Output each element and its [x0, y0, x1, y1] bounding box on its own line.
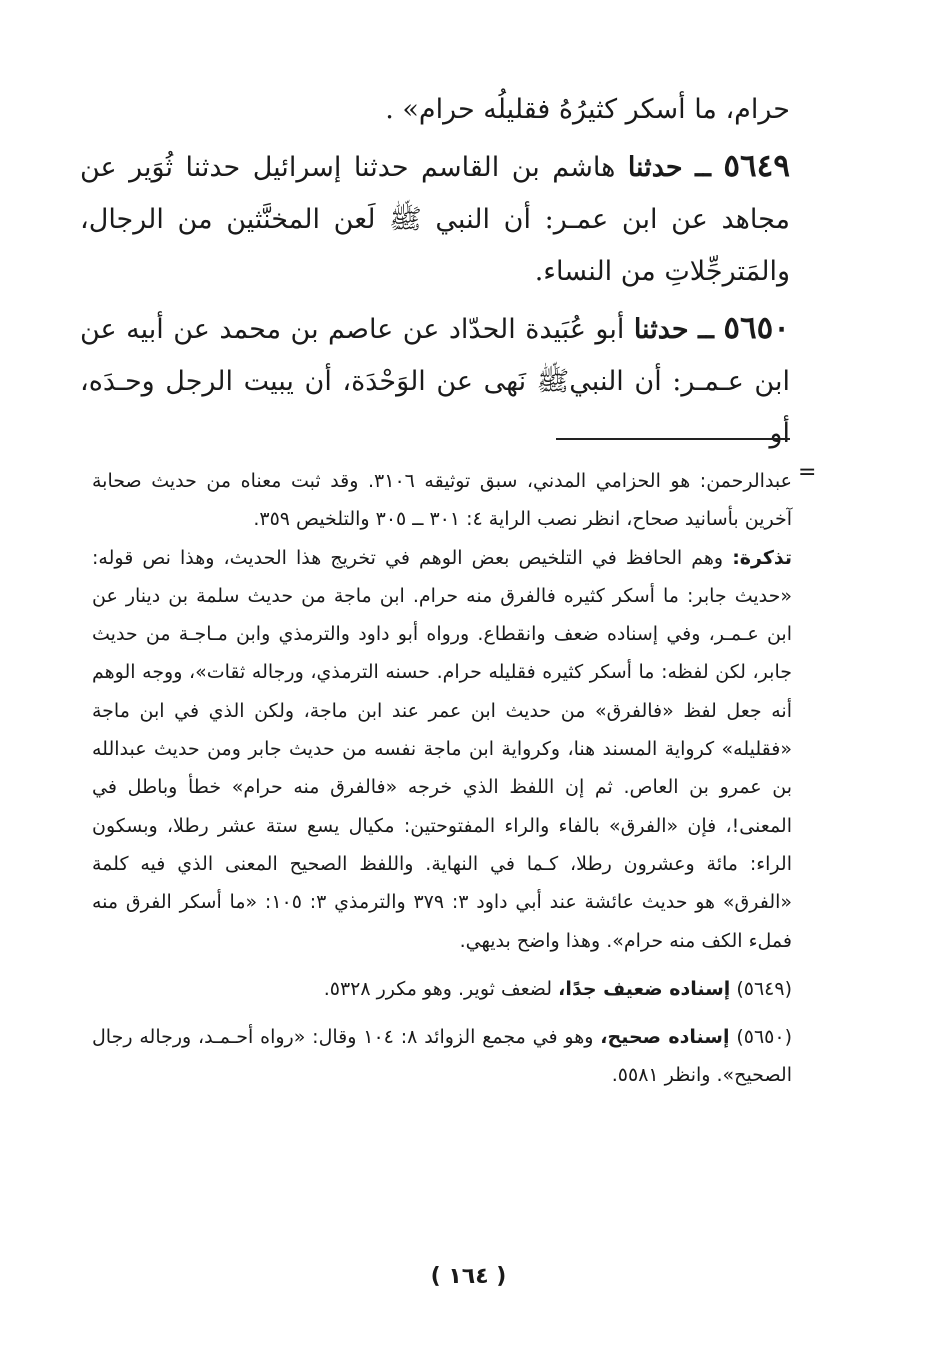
continuation-mark: = — [798, 460, 817, 485]
tadhkira-text: وهم الحافظ في التلخيص بعض الوهم في تخريج هذا الحديث، وهذا نص قوله: «حديث جابر: ما أسكر كثيره فالفرق منه حرام. ابن ماجة من حديث سلمة بن دينار عن ابن عـمـر، وفي إسناده ضعف وانقطاع. ورواه أبو داود والترمذي وابن مـاجـة من حديث جابر، لكن لفظه: ما أسكر كثيره فقليله حرام. حسنه الترمذي، ورجاله ثقات»، ووجه الوهم أنه جعل لفظ «فالفرق» من حديث ابن عمر عند ابن ماجة، ولكن الذي في ابن ماجة «فقليله» كرواية المسند هنا، وكرواية ابن ماجة نفسه من حديث جابر ومن حديث عبدالله بن عمرو بن العاص. ثم إن اللفظ الذي خرجه «فالفرق منه حرام» خطأ وباطل في المعنى!، فإن «الفرق» بالفاء والراء المفتوحتين: مكيال يسع ستة عشر رطلا، وبسكون الراء: مائة وعشرون رطلا، كـما في النهاية. واللفظ الصحيح المعنى الذي فيه كلمة «الفرق» هو حديث عائشة عند أبي داود ٣: ٣٧٩ والترمذي ٣: ١٠٥: «ما أسكر الفرق منه فملء الكف منه حرام». وهذا واضح بديهي. — [92, 546, 793, 952]
footnote-5650 — [92, 1018, 792, 1095]
footnote-grading: إسناده صحيح، — [600, 1026, 730, 1049]
footnote-grading: إسناده ضعيف جدًا، — [558, 977, 731, 1000]
hadith-number: ٥٦٤٩ — [723, 148, 790, 184]
haddathana-word: حدثنا — [633, 314, 689, 345]
footnote-text: وهو في مجمع الزوائد ٨: ١٠٤ وقال: «رواه أحـمـد، ورجاله رجال الصحيح». وانظر ٥٥٨١. — [92, 1026, 792, 1087]
haddathana-word: حدثنا — [627, 152, 683, 183]
main-text — [80, 84, 790, 460]
page-number: ( ١٦٤ ) — [430, 1264, 507, 1289]
tadhkira-label: تذكرة: — [732, 546, 792, 569]
hadith-dash: ــ — [698, 314, 714, 345]
hadith-number: ٥٦٥٠ — [723, 310, 790, 346]
hadith-text: أبو عُبَيدة الحدّاد عن عاصم بن محمد عن أبيه عن ابن عـمـر: أن النبيﷺ نَهى عن الوَحْدَة، أن يبيت الرجل وحـدَه، أو — [80, 314, 790, 449]
hadith-dash: ــ — [695, 152, 711, 183]
footnotes — [92, 462, 792, 1095]
hadith-text: هاشم بن القاسم حدثنا إسرائيل حدثنا ثُوَير عن مجاهد عن ابن عمـر: أن النبي ﷺ لَعن المخنَّثين من الرجال، والمَترجِّلاتِ من النساء. — [80, 152, 790, 287]
footnote-tadhkira — [92, 539, 792, 960]
footnote-separator-rule — [556, 438, 790, 440]
hadith-5649 — [80, 140, 790, 298]
intro-line: حرام، ما أسكر كثيرُهُ فقليلُه حرام» . — [385, 94, 790, 125]
footnote-5649 — [92, 970, 792, 1008]
footnote-continuation: عبدالرحمن: هو الحزامي المدني، سبق توثيقه ٣١٠٦. وقد ثبت معناه من حديث صحابة آخرين بأسانيد صحاح، انظر نصب الراية ٤: ٣٠١ ــ ٣٠٥ والتلخيص ٣٥٩. — [92, 470, 792, 531]
footnote-text: لضعف ثوير. وهو مكرر ٥٣٢٨. — [323, 977, 553, 1000]
hadith-5650 — [80, 302, 790, 460]
footnote-number: (٥٦٥٠) — [736, 1026, 792, 1049]
footnote-number: (٥٦٤٩) — [736, 977, 792, 1000]
